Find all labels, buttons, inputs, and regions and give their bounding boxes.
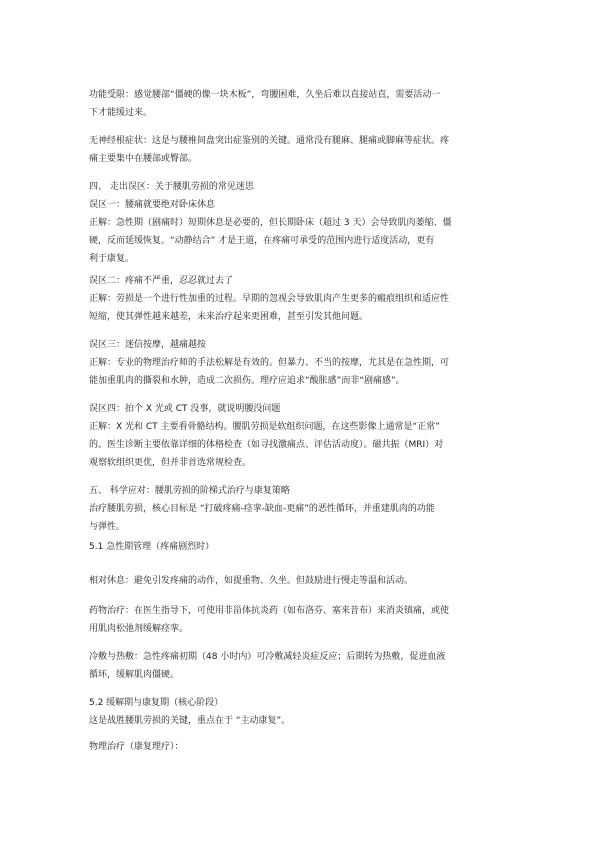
text-line: 痛主要集中在腰部或臀部。 bbox=[89, 154, 198, 164]
myth-heading: 误区一：腰痛就要绝对卧床休息 bbox=[89, 200, 216, 210]
text-line: 这是战胜腰肌劳损的关键，重点在于 “主动康复”。 bbox=[89, 716, 291, 726]
text-line: 相对休息：避免引发疼痛的动作，如提重物、久坐。但鼓励进行慢走等温和活动。 bbox=[89, 576, 414, 586]
text-line: 短缩，使其弹性越来越差，未来治疗起来更困难，甚至引发其他问题。 bbox=[89, 312, 369, 322]
section-four bbox=[89, 178, 509, 268]
text-line: 与弹性。 bbox=[89, 522, 126, 532]
text-line: 观察软组织更优，但并非首选常规检查。 bbox=[89, 458, 252, 468]
subsection-heading bbox=[89, 538, 509, 556]
paragraph bbox=[89, 602, 509, 638]
text-line: 治疗腰肌劳损，核心目标是 “打破疼痛-痉挛-缺血-更痛”的恶性循环，并重建肌肉的功能 bbox=[89, 504, 435, 514]
text-line: 药物治疗：在医生指导下，可使用非甾体抗炎药（如布洛芬、塞来昔布）来消炎镇痛，或使 bbox=[89, 606, 450, 616]
myth-two bbox=[89, 272, 509, 326]
subsection-title: 5.2 缓解期与康复期（核心阶段） bbox=[89, 698, 224, 708]
text-line: 正解：劳损是一个进行性加重的过程。早期的忽视会导致肌肉产生更多的瘢痕组织和适应性 bbox=[89, 294, 450, 304]
text-line: 正解：急性期（剧痛时）短期休息是必要的，但长期卧床（超过 3 天）会导致肌肉萎缩、僵 bbox=[89, 218, 452, 228]
paragraph bbox=[89, 738, 509, 756]
myth-four bbox=[89, 400, 509, 472]
text-line: 利于康复。 bbox=[89, 254, 135, 264]
section-five bbox=[89, 482, 509, 536]
text-line: 冷敷与热敷：急性疼痛初期（48 小时内）可冷敷减轻炎症反应；后期转为热敷，促进血液 bbox=[89, 652, 446, 662]
text-line: 用肌肉松弛剂缓解痉挛。 bbox=[89, 624, 189, 634]
text-line: 下才能缓过来。 bbox=[89, 108, 153, 118]
myth-heading: 误区二：疼痛不严重，忍忍就过去了 bbox=[89, 276, 234, 286]
text-line: 物理治疗（康复理疗）： bbox=[89, 742, 184, 752]
section-heading: 五、 科学应对：腰肌劳损的阶梯式治疗与康复策略 bbox=[89, 486, 290, 496]
text-line: 能加重肌肉的撕裂和水肿，造成二次损伤。理疗应追求“酸胀感”而非“剧痛感”。 bbox=[89, 376, 405, 386]
text-line: 硬，反而延缓恢复。“动静结合” 才是王道，在疼痛可承受的范围内进行适度活动，更有 bbox=[89, 236, 435, 246]
text-line: 功能受限：感觉腰部“僵硬的像一块木板”，弯腰困难，久坐后难以直接站直，需要活动一 bbox=[89, 90, 441, 100]
text-line: 正解：专业的物理治疗师的手法松解是有效的。但暴力、不当的按摩，尤其是在急性期，可 bbox=[89, 358, 450, 368]
text-line: 正解：X 光和 CT 主要看骨骼结构。腰肌劳损是软组织问题，在这些影像上通常是“正常” bbox=[89, 422, 440, 432]
subsection-title: 5.1 急性期管理（疼痛剧烈时） bbox=[89, 542, 215, 552]
myth-heading: 误区三：迷信按摩，越痛越按 bbox=[89, 340, 207, 350]
text-line: 无神经根症状：这是与腰椎间盘突出症鉴别的关键。通常没有腿麻、腿痛或脚麻等症状。疼 bbox=[89, 136, 450, 146]
myth-heading: 误区四：拍个 X 光或 CT 没事，就说明腰没问题 bbox=[89, 404, 281, 414]
section-heading: 四、 走出误区：关于腰肌劳损的常见迷思 bbox=[89, 182, 254, 192]
paragraph bbox=[89, 648, 509, 684]
subsection bbox=[89, 694, 509, 730]
paragraph bbox=[89, 572, 509, 590]
paragraph bbox=[89, 132, 509, 168]
myth-three bbox=[89, 336, 509, 390]
text-line: 的。医生诊断主要依靠详细的体格检查（如寻找激痛点、评估活动度）。磁共振（MRI）对 bbox=[89, 440, 444, 450]
text-line: 循环，缓解肌肉僵硬。 bbox=[89, 670, 180, 680]
paragraph bbox=[89, 86, 509, 122]
